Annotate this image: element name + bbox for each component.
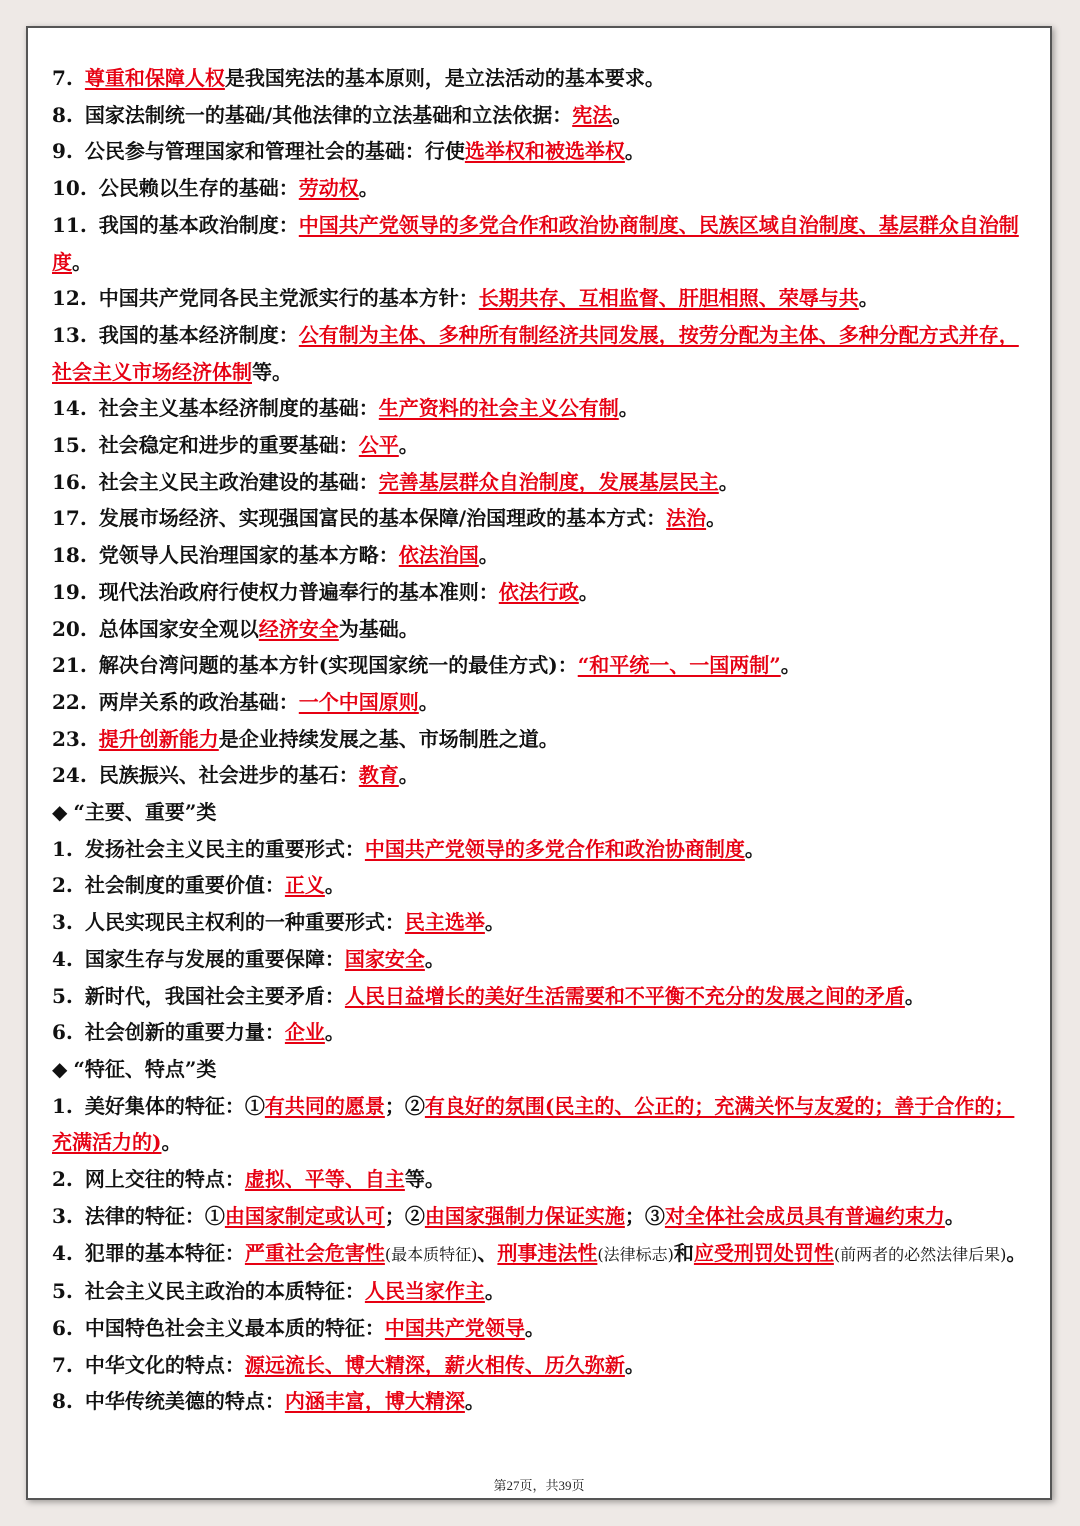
item-text: 公民参与管理国家和管理社会的基础：行使 (84, 139, 465, 164)
item-text: 。 (578, 579, 599, 604)
item-number: 24. (52, 763, 87, 788)
item-text: 是企业持续发展之基、市场制胜之道。 (218, 726, 559, 751)
page-content (52, 60, 1028, 1420)
list-item (52, 1161, 1028, 1198)
answer-highlight: 依法行政 (498, 579, 579, 604)
item-text: 。 (744, 836, 765, 861)
list-item (52, 390, 1028, 427)
answer-highlight: 依法治国 (398, 543, 479, 568)
item-number: 23. (52, 726, 87, 751)
answer-highlight: 公有制为主体、多种所有制经济共同发展，按劳分配为主体、多种分配方式并存，社会主义市场经济体制 (52, 322, 1019, 384)
item-text: 社会稳定和进步的重要基础： (98, 433, 359, 458)
page-footer: 第27页，共39页 (493, 1478, 585, 1493)
item-number: 22. (52, 689, 87, 714)
item-number: 7. (52, 66, 73, 90)
item-text: 、 (477, 1240, 498, 1265)
item-text: 。 (324, 1020, 345, 1045)
item-number: 11. (52, 212, 87, 237)
item-text: 中华文化的特点： (84, 1352, 245, 1377)
item-text: 。 (858, 286, 879, 311)
item-text: 。 (780, 653, 801, 678)
item-number: 6. (52, 1315, 73, 1340)
item-text: 国家生存与发展的重要保障： (84, 946, 345, 971)
item-text: 中国共产党同各民主党派实行的基本方针： (98, 286, 479, 311)
answer-highlight: 中国共产党领导的多党合作和政治协商制度 (364, 836, 745, 861)
item-number: 4. (52, 946, 73, 971)
item-number: 16. (52, 469, 87, 494)
item-number: 20. (52, 616, 87, 641)
item-text: 。 (398, 763, 419, 788)
annotation-note: (最本质特征) (384, 1244, 478, 1264)
answer-highlight: 法治 (666, 506, 707, 531)
item-text: 。 (944, 1203, 965, 1228)
item-text: 总体国家安全观以 (98, 616, 259, 641)
answer-highlight: 应受刑罚处罚性 (693, 1240, 834, 1265)
answer-highlight: 民主选举 (404, 910, 485, 935)
list-item (52, 647, 1028, 684)
answer-highlight: 公平 (358, 433, 399, 458)
answer-highlight: 企业 (284, 1020, 325, 1045)
answer-highlight: 宪法 (572, 102, 613, 127)
item-text: 民族振兴、社会进步的基石： (98, 763, 359, 788)
answer-highlight: “和平统一、一国两制” (577, 653, 781, 678)
item-text: 。 (718, 469, 739, 494)
answer-highlight: 选举权和被选举权 (464, 139, 625, 164)
item-number: 13. (52, 322, 87, 347)
list-item (52, 60, 1028, 97)
item-number: 4. (52, 1240, 73, 1265)
section-heading-text: “特征、特点”类 (73, 1056, 217, 1081)
item-text: 中国特色社会主义最本质的特征： (84, 1315, 385, 1340)
item-number: 14. (52, 396, 87, 421)
item-text: 法律的特征：① (84, 1203, 225, 1228)
item-text: 。 (706, 506, 727, 531)
section-heading (52, 794, 1028, 831)
list-item (52, 684, 1028, 721)
item-text: 社会创新的重要力量： (84, 1020, 285, 1045)
item-text: 公民赖以生存的基础： (98, 176, 299, 201)
answer-highlight: 长期共存、互相监督、肝胆相照、荣辱与共 (478, 286, 859, 311)
item-number: 7. (52, 1352, 73, 1377)
answer-highlight: 一个中国原则 (298, 689, 419, 714)
item-text: 。 (624, 139, 645, 164)
list-item (52, 317, 1028, 390)
item-number: 6. (52, 1020, 73, 1045)
item-text: ；② (384, 1093, 425, 1118)
answer-highlight: 虚拟、平等、自主 (244, 1167, 405, 1192)
item-text: 两岸关系的政治基础： (98, 689, 299, 714)
list-item (52, 1088, 1028, 1161)
list-item (52, 207, 1028, 280)
item-number: 17. (52, 506, 87, 531)
item-text: 是我国宪法的基本原则，是立法活动的基本要求。 (224, 66, 665, 90)
item-text: 社会主义民主政治建设的基础： (98, 469, 379, 494)
item-text: 等。 (252, 359, 292, 384)
item-text: ；③ (624, 1203, 665, 1228)
annotation-note: (前两者的必然法律后果) (833, 1244, 1007, 1264)
item-text: 。 (478, 543, 499, 568)
answer-highlight: 中国共产党领导的多党合作和政治协商制度、民族区域自治制度、基层群众自治制度 (52, 212, 1019, 274)
item-text: 社会主义民主政治的本质特征： (84, 1279, 365, 1304)
item-text: 美好集体的特征：① (84, 1093, 265, 1118)
list-item (52, 978, 1028, 1015)
item-number: 10. (52, 176, 87, 201)
item-text: 社会制度的重要价值： (84, 873, 285, 898)
list-item (52, 97, 1028, 134)
section-heading (52, 1051, 1028, 1088)
item-text: 。 (161, 1130, 182, 1155)
item-text: 。 (624, 1352, 645, 1377)
answer-highlight: 有共同的愿景 (264, 1093, 385, 1118)
item-text: 解决台湾问题的基本方针(实现国家统一的最佳方式)： (98, 653, 578, 678)
list-item (52, 941, 1028, 978)
item-text: 发展市场经济、实现强国富民的基本保障/治国理政的基本方式： (98, 506, 667, 531)
item-number: 3. (52, 910, 73, 935)
item-text: 发扬社会主义民主的重要形式： (84, 836, 365, 861)
section-heading-text: “主要、重要”类 (73, 800, 217, 825)
list-item (52, 1383, 1028, 1420)
answer-highlight: 中国共产党领导 (384, 1315, 525, 1340)
item-number: 8. (52, 102, 73, 127)
answer-highlight: 由国家制定或认可 (224, 1203, 385, 1228)
item-text: 我国的基本经济制度： (98, 322, 299, 347)
list-item (52, 611, 1028, 648)
item-number: 9. (52, 139, 73, 164)
answer-highlight: 完善基层群众自治制度，发展基层民主 (378, 469, 719, 494)
list-item (52, 757, 1028, 794)
answer-highlight: 有良好的氛围(民主的、公正的；充满关怀与友爱的；善于合作的；充满活力的) (52, 1093, 1015, 1155)
item-number: 18. (52, 543, 87, 568)
item-text: 我国的基本政治制度： (98, 212, 299, 237)
item-text: 。 (904, 983, 925, 1008)
item-text: 。 (618, 396, 639, 421)
item-text: 为基础。 (338, 616, 419, 641)
list-item (52, 464, 1028, 501)
item-text: 新时代，我国社会主要矛盾： (84, 983, 345, 1008)
item-text: 等。 (404, 1167, 445, 1192)
answer-highlight: 人民当家作主 (364, 1279, 485, 1304)
item-text: 。 (72, 249, 92, 274)
answer-highlight: 严重社会危害性 (244, 1240, 385, 1265)
item-number: 1. (52, 836, 73, 861)
item-text: 。 (358, 176, 379, 201)
item-text: 。 (464, 1389, 485, 1414)
item-text: 。 (398, 433, 419, 458)
list-item (52, 574, 1028, 611)
list-item (52, 1235, 1028, 1274)
list-item (52, 904, 1028, 941)
item-text: 中华传统美德的特点： (84, 1389, 285, 1414)
answer-highlight: 尊重和保障人权 (84, 66, 225, 90)
item-text: 人民实现民主权利的一种重要形式： (84, 910, 405, 935)
list-item (52, 1310, 1028, 1347)
answer-highlight: 生产资料的社会主义公有制 (378, 396, 619, 421)
item-text: 。 (612, 102, 633, 127)
item-text: 。 (484, 1279, 505, 1304)
item-text: 和 (673, 1240, 694, 1265)
item-text: 。 (484, 910, 505, 935)
list-item (52, 280, 1028, 317)
item-text: 犯罪的基本特征： (84, 1240, 245, 1265)
answer-highlight: 教育 (358, 763, 399, 788)
answer-highlight: 提升创新能力 (98, 726, 219, 751)
list-item (52, 1014, 1028, 1051)
answer-highlight: 刑事违法性 (497, 1240, 598, 1265)
answer-highlight: 对全体社会成员具有普遍约束力 (664, 1203, 945, 1228)
item-text: ；② (384, 1203, 425, 1228)
item-number: 2. (52, 873, 73, 898)
item-number: 3. (52, 1203, 73, 1228)
list-item (52, 1273, 1028, 1310)
item-number: 8. (52, 1389, 73, 1414)
item-text: 。 (1006, 1240, 1027, 1265)
item-text: 国家法制统一的基础/其他法律的立法基础和立法依据： (84, 102, 573, 127)
item-number: 2. (52, 1167, 73, 1192)
answer-highlight: 源远流长、博大精深，薪火相传、历久弥新 (244, 1352, 625, 1377)
list-item (52, 1347, 1028, 1384)
answer-highlight: 经济安全 (258, 616, 339, 641)
item-number: 1. (52, 1093, 73, 1118)
answer-highlight: 劳动权 (298, 176, 359, 201)
item-number: 5. (52, 1279, 73, 1304)
list-item (52, 721, 1028, 758)
answer-highlight: 国家安全 (344, 946, 425, 971)
diamond-bullet-icon: ◆ (52, 800, 68, 825)
item-number: 15. (52, 433, 87, 458)
list-item (52, 867, 1028, 904)
item-text: 社会主义基本经济制度的基础： (98, 396, 379, 421)
list-item (52, 500, 1028, 537)
answer-highlight: 内涵丰富，博大精深 (284, 1389, 465, 1414)
answer-highlight: 正义 (284, 873, 325, 898)
document-page (26, 26, 1052, 1500)
list-item (52, 1198, 1028, 1235)
list-item (52, 831, 1028, 868)
item-text: 。 (424, 946, 445, 971)
item-text: 。 (324, 873, 345, 898)
item-number: 5. (52, 983, 73, 1008)
list-item (52, 427, 1028, 464)
item-number: 12. (52, 286, 87, 311)
item-number: 21. (52, 653, 87, 678)
item-text: 党领导人民治理国家的基本方略： (98, 543, 399, 568)
item-text: 。 (524, 1315, 545, 1340)
list-item (52, 537, 1028, 574)
list-item (52, 170, 1028, 207)
item-number: 19. (52, 579, 87, 604)
answer-highlight: 由国家强制力保证实施 (424, 1203, 625, 1228)
item-text: 现代法治政府行使权力普遍奉行的基本准则： (98, 579, 499, 604)
item-text: 网上交往的特点： (84, 1167, 245, 1192)
list-item (52, 133, 1028, 170)
item-text: 。 (418, 689, 439, 714)
annotation-note: (法律标志) (597, 1244, 674, 1264)
answer-highlight: 人民日益增长的美好生活需要和不平衡不充分的发展之间的矛盾 (344, 983, 905, 1008)
diamond-bullet-icon: ◆ (52, 1056, 68, 1081)
